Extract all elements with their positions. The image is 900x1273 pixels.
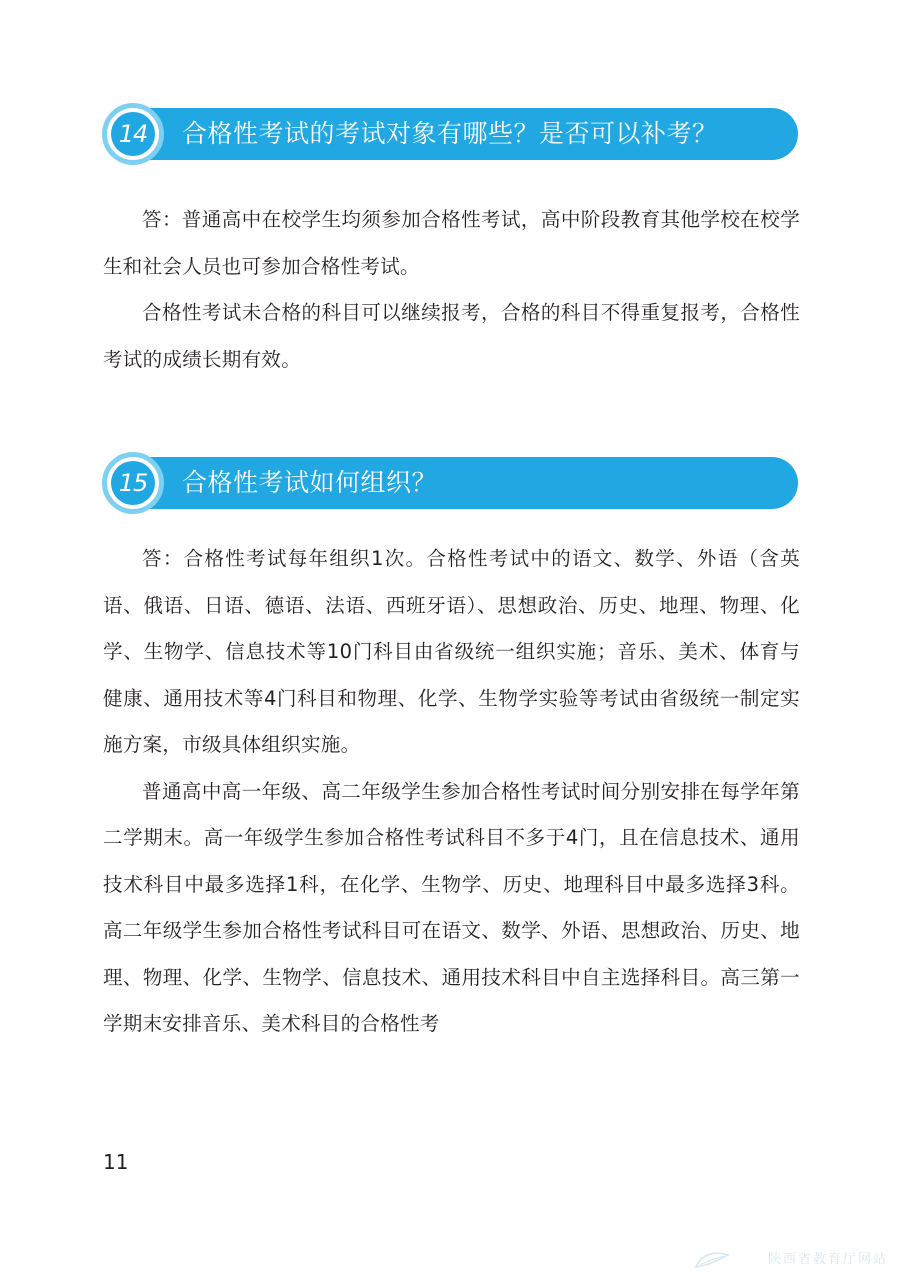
answer-block-14 — [103, 197, 800, 383]
section-header-15 — [102, 452, 798, 514]
page-number: 11 — [103, 1150, 129, 1174]
answer-block-15 — [103, 536, 800, 1048]
section-header-14 — [102, 103, 798, 165]
section-number: 14 — [111, 112, 155, 156]
section-title: 合格性考试的考试对象有哪些？是否可以补考？ — [182, 119, 718, 148]
leaf-logo-icon — [692, 1249, 732, 1271]
paragraph: 合格性考试未合格的科目可以继续报考，合格的科目不得重复报考，合格性考试的成绩长期有效。 — [103, 301, 800, 371]
paragraph: 普通高中高一年级、高二年级学生参加合格性考试时间分别安排在每学年第二学期末。高一年级学生参加合格性考试科目不多于4门，且在信息技术、通用技术科目中最多选择1科，在化学、生物学、历史、地理科目中最多选择3科。高二年级学生参加合格性考试科目可在语文、数学、外语、思想政治、历史、地理、物理、化学、生物学、信息技术、通用技术科目中自主选择科目。高三第一学期末安排音乐、美术科目的合格性考 — [103, 779, 800, 1035]
section-number-badge — [102, 452, 164, 514]
section-title: 合格性考试如何组织？ — [182, 468, 438, 497]
section-number: 15 — [111, 461, 155, 505]
section-number-badge — [102, 103, 164, 165]
watermark: 陕西省教育厅网站 — [767, 1252, 888, 1267]
paragraph: 答：普通高中在校学生均须参加合格性考试，高中阶段教育其他学校在校学生和社会人员也可参加合格性考试。 — [103, 208, 800, 278]
paragraph: 答：合格性考试每年组织1次。合格性考试中的语文、数学、外语（含英语、俄语、日语、德语、法语、西班牙语）、思想政治、历史、地理、物理、化学、生物学、信息技术等10门科目由省级统一组织实施；音乐、美术、体育与健康、通用技术等4门科目和物理、化学、生物学实验等考试由省级统一制定实施方案，市级具体组织实施。 — [103, 547, 800, 756]
